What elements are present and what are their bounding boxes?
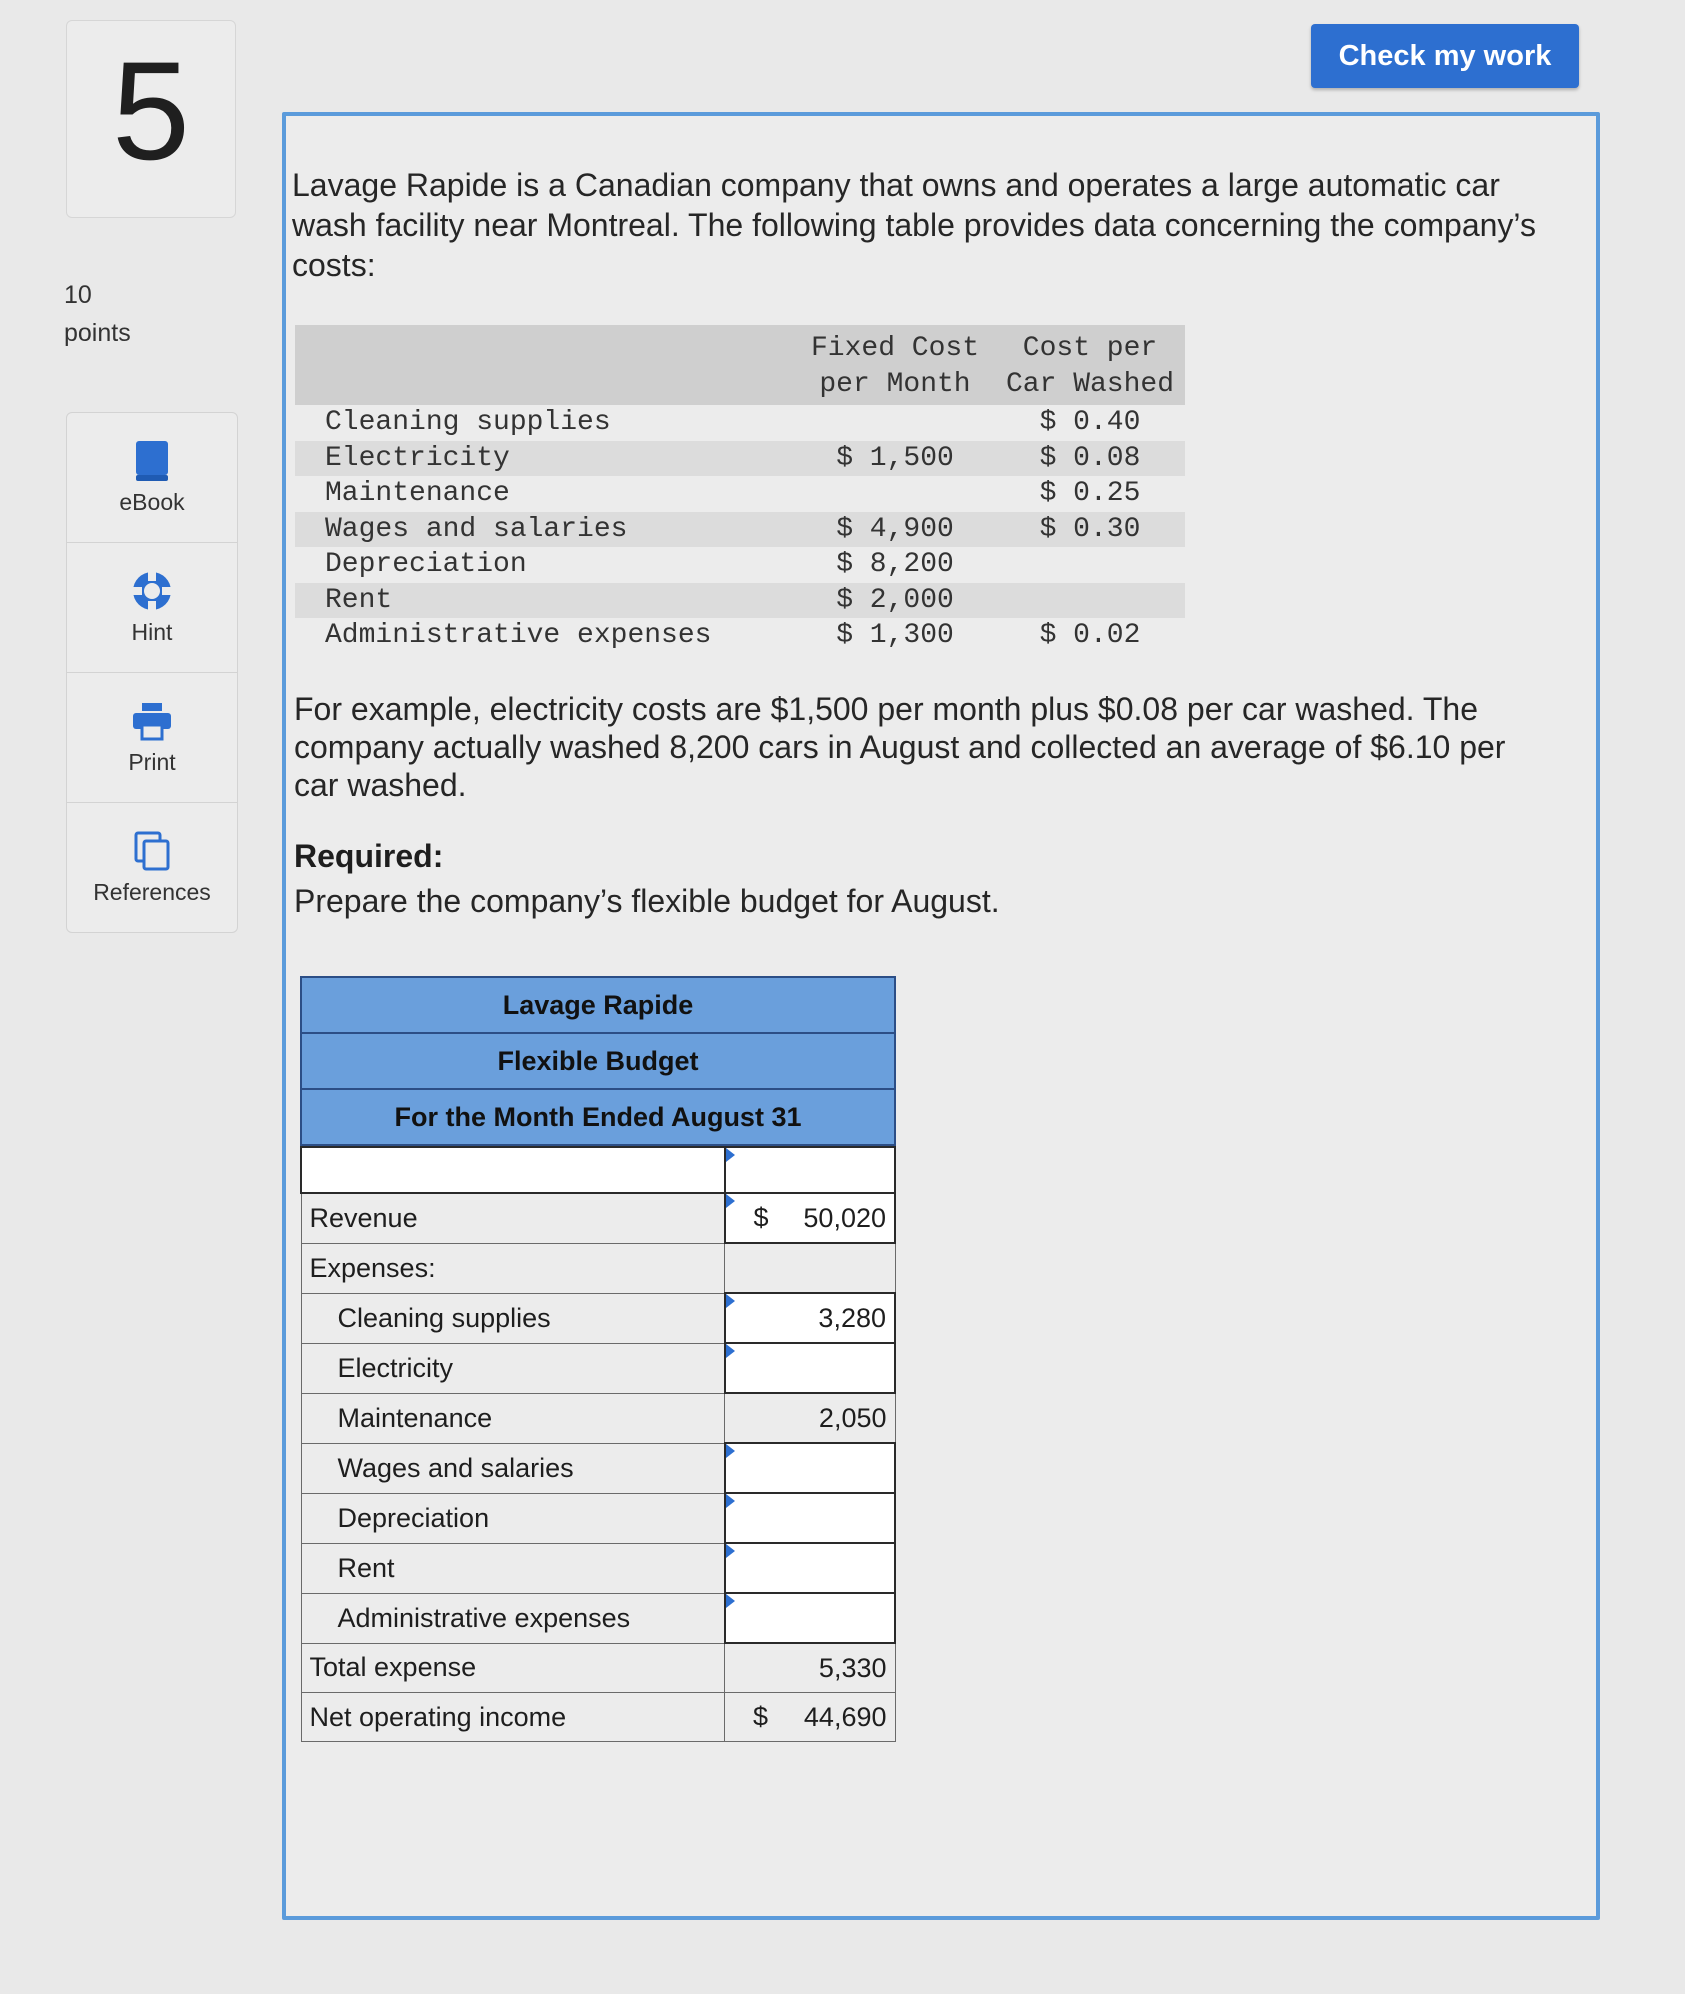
points-label: points [64, 319, 131, 347]
expense-input-cleaning-supplies[interactable]: 3,280 [725, 1293, 896, 1343]
tool-sidebar [66, 412, 238, 933]
expense-label-cleaning-supplies: Cleaning supplies [301, 1293, 725, 1343]
expense-input-wages-and-salaries[interactable] [725, 1443, 896, 1493]
revenue-input[interactable] [725, 1193, 896, 1243]
budget-grid [300, 1146, 896, 1742]
net-operating-income-cell [725, 1693, 896, 1742]
budget-report-title: Flexible Budget [302, 1034, 894, 1090]
expense-label-electricity: Electricity [301, 1343, 725, 1393]
check-my-work-button[interactable]: Check my work [1311, 24, 1579, 88]
cost-row-label: Rent [295, 583, 795, 619]
cost-row-fixed: $ 2,000 [795, 583, 995, 619]
required-heading: Required: [294, 838, 444, 874]
net-operating-income-currency: $ [753, 1701, 769, 1732]
budget-company-title: Lavage Rapide [302, 978, 894, 1034]
cost-header-fixed: Fixed Cost per Month [795, 325, 995, 405]
cost-data-table [295, 325, 1185, 654]
budget-period-title: For the Month Ended August 31 [302, 1090, 894, 1146]
cost-row-label: Maintenance [325, 478, 510, 510]
points-info [64, 276, 131, 352]
book-icon [67, 439, 237, 483]
cost-row-label: Cleaning supplies [325, 407, 611, 439]
cost-row-per-car: $ 0.40 [1039, 407, 1141, 439]
cost-row-per-car: $ 0.02 [1039, 620, 1141, 652]
cost-row-per-car [995, 583, 1185, 619]
cost-row-per-car: $ 0.25 [1039, 478, 1141, 510]
expense-label-rent: Rent [301, 1543, 725, 1593]
expense-input-depreciation[interactable] [725, 1493, 896, 1543]
cost-row-label: Administrative expenses [325, 620, 712, 652]
references-button[interactable] [67, 803, 237, 932]
ebook-label: eBook [119, 489, 185, 515]
cost-row-fixed [795, 476, 995, 512]
cost-row-fixed: $ 8,200 [836, 549, 954, 581]
expense-label-depreciation: Depreciation [301, 1493, 725, 1543]
total-expense-value: 5,330 [725, 1643, 896, 1693]
intro-text: Lavage Rapide is a Canadian company that owns and operates a large automatic car wash facility near Montreal. The following table provides data concerning the company’s costs: [292, 167, 1536, 283]
cost-row-per-car [995, 547, 1185, 583]
print-label: Print [128, 749, 176, 775]
expense-value-maintenance: 2,050 [725, 1393, 896, 1443]
cost-header-per-car: Cost per Car Washed [995, 325, 1185, 405]
expense-label-wages-and-salaries: Wages and salaries [301, 1443, 725, 1493]
hint-label: Hint [131, 619, 173, 645]
question-number: 5 [112, 32, 190, 189]
cost-row-label: Depreciation [325, 549, 527, 581]
print-button[interactable] [67, 673, 237, 803]
revenue-label: Revenue [301, 1193, 725, 1243]
cost-row-label: Wages and salaries [295, 512, 795, 548]
cost-row-fixed: $ 1,500 [795, 441, 995, 477]
net-operating-income-value: 44,690 [803, 1701, 887, 1732]
expense-label-administrative-expenses: Administrative expenses [301, 1593, 725, 1643]
required-text: Prepare the company’s flexible budget for August. [294, 883, 1000, 919]
references-label: References [93, 879, 211, 905]
hint-button[interactable] [67, 543, 237, 673]
cost-row-label: Electricity [295, 441, 795, 477]
budget-blank-label-cell[interactable] [301, 1147, 725, 1193]
cost-row-per-car: $ 0.30 [995, 512, 1185, 548]
cost-row-fixed: $ 4,900 [795, 512, 995, 548]
example-text: For example, electricity costs are $1,500 per month plus $0.08 per car washed. The company actually washed 8,200 cars in August and collected an average of $6.10 per car washed. [294, 691, 1506, 803]
copy-icon [67, 829, 237, 873]
ebook-button[interactable] [67, 413, 237, 543]
points-value: 10 [64, 281, 92, 309]
total-expense-label: Total expense [301, 1643, 725, 1693]
expense-input-electricity[interactable] [725, 1343, 896, 1393]
cost-row-per-car: $ 0.08 [995, 441, 1185, 477]
lifebuoy-icon [67, 569, 237, 613]
revenue-value: 50,020 [803, 1202, 886, 1233]
cost-header-blank [295, 325, 795, 405]
budget-blank-value-cell[interactable] [725, 1147, 896, 1193]
expenses-label: Expenses: [301, 1243, 725, 1293]
net-operating-income-label: Net operating income [301, 1693, 725, 1742]
question-number-box [66, 20, 236, 218]
expense-label-maintenance: Maintenance [301, 1393, 725, 1443]
revenue-currency: $ [753, 1202, 769, 1233]
flexible-budget-table [300, 976, 896, 1742]
cost-row-fixed [795, 405, 995, 441]
expense-input-administrative-expenses[interactable] [725, 1593, 896, 1643]
cost-row-fixed: $ 1,300 [836, 620, 954, 652]
budget-header [300, 976, 896, 1146]
expense-input-rent[interactable] [725, 1543, 896, 1593]
printer-icon [67, 699, 237, 743]
expenses-value-cell [725, 1243, 896, 1293]
